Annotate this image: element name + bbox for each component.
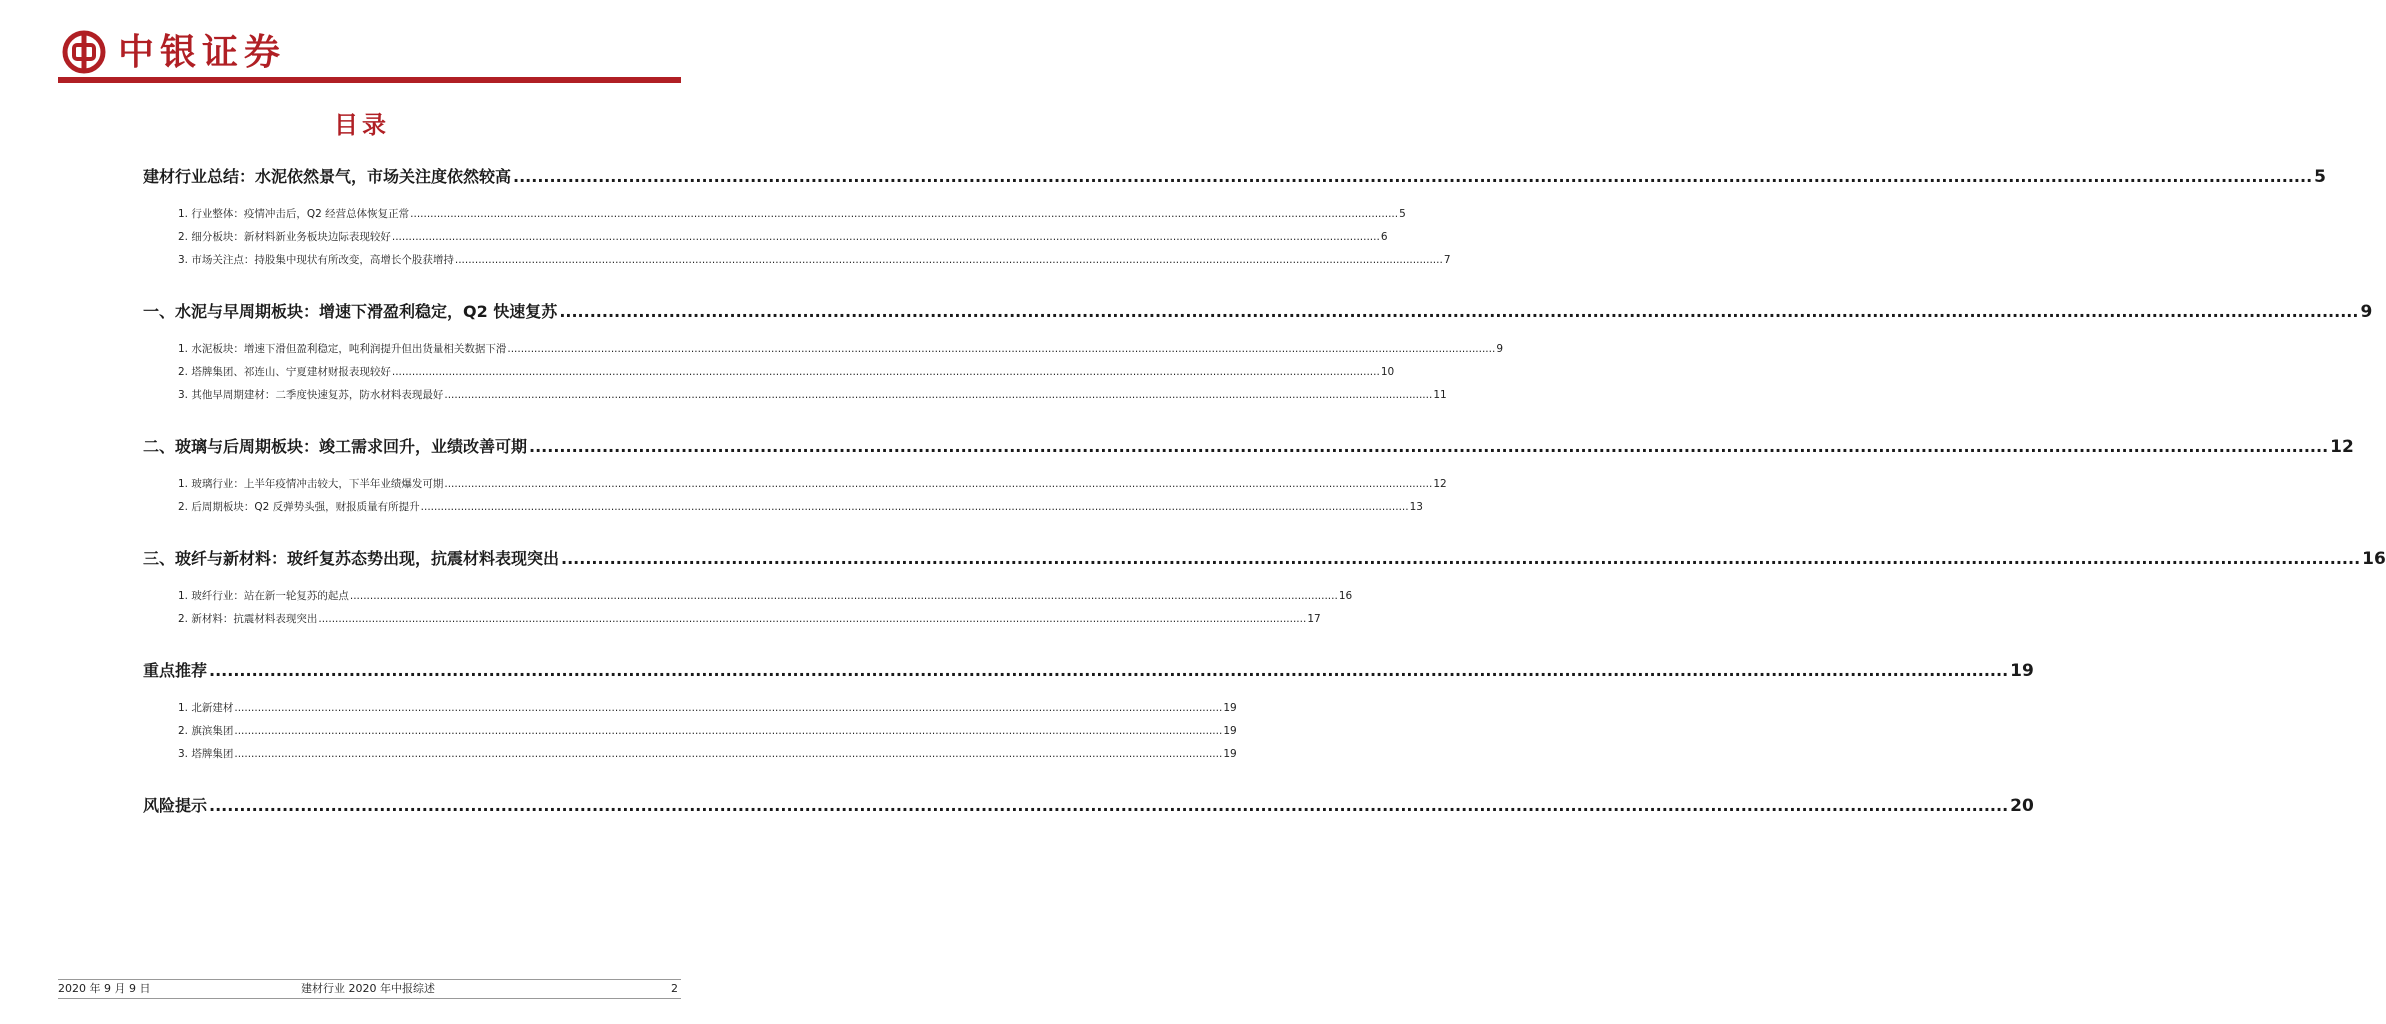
footer-divider-top	[58, 979, 681, 980]
toc-section[interactable]	[143, 659, 2034, 683]
dot-leader	[350, 585, 1338, 608]
toc-item[interactable]	[178, 720, 1237, 743]
table-of-contents	[143, 165, 2386, 818]
toc-section-title: 三、玻纤与新材料：玻纤复苏态势出现，抗震材料表现突出	[143, 549, 560, 568]
toc-item-label: 1. 玻璃行业：上半年疫情冲击较大，下半年业绩爆发可期	[178, 478, 444, 490]
toc-item-page: 19	[1223, 748, 1237, 760]
toc-item-label: 3. 其他早周期建材：二季度快速复苏，防水材料表现最好	[178, 389, 444, 401]
toc-item-page: 9	[1496, 343, 1503, 355]
dot-leader	[513, 165, 2312, 189]
dot-leader	[455, 249, 1443, 272]
toc-item-label: 1. 行业整体：疫情冲击后，Q2 经营总体恢复正常	[178, 208, 410, 220]
toc-title: 目录	[334, 110, 390, 139]
brand-name: 中银证券	[118, 31, 287, 73]
toc-item-label: 2. 旗滨集团	[178, 725, 234, 737]
toc-item[interactable]	[178, 697, 1237, 720]
toc-section-title: 风险提示	[143, 796, 208, 815]
report-date: 2020 年 9 月 9 日	[58, 982, 151, 995]
toc-section-title: 二、玻璃与后周期板块：竣工需求回升，业绩改善可期	[143, 437, 528, 456]
toc-item-page: 17	[1307, 613, 1321, 625]
dot-leader	[507, 338, 1495, 361]
dot-leader	[392, 226, 1380, 249]
toc-section-page: 20	[2010, 796, 2034, 816]
dot-leader	[444, 384, 1432, 407]
dot-leader	[421, 496, 1409, 519]
toc-section-page: 9	[2360, 302, 2373, 322]
toc-item-page: 12	[1433, 478, 1447, 490]
toc-item-label: 2. 后周期板块：Q2 反弹势头强，财报质量有所提升	[178, 501, 420, 513]
toc-section-page: 19	[2010, 661, 2034, 681]
toc-item-page: 10	[1380, 366, 1395, 378]
toc-item-label: 1. 北新建材	[178, 702, 234, 714]
toc-item[interactable]	[178, 226, 1388, 249]
toc-item[interactable]	[178, 608, 1321, 631]
toc-section-title: 建材行业总结：水泥依然景气，市场关注度依然较高	[143, 167, 512, 186]
footer-divider-bottom	[58, 998, 681, 999]
toc-item-label: 3. 市场关注点：持股集中现状有所改变，高增长个股获增持	[178, 254, 454, 266]
toc-section-title: 一、水泥与早周期板块：增速下滑盈利稳定，Q2 快速复苏	[143, 302, 558, 321]
toc-section-page: 5	[2314, 167, 2326, 187]
header-divider	[58, 77, 681, 83]
page-footer	[58, 981, 678, 997]
dot-leader	[559, 300, 2358, 324]
toc-item[interactable]	[178, 361, 1395, 384]
toc-item-label: 1. 水泥板块：增速下滑但盈利稳定，吨利润提升但出货量相关数据下滑	[178, 343, 507, 355]
report-name: 建材行业 2020 年中报综述	[301, 982, 435, 995]
toc-section-page: 16	[2362, 549, 2386, 569]
toc-item[interactable]	[178, 338, 1503, 361]
bank-of-china-logo-icon	[62, 30, 106, 74]
toc-item[interactable]	[178, 496, 1423, 519]
dot-leader	[410, 203, 1398, 226]
dot-leader	[392, 361, 1380, 384]
toc-item[interactable]	[178, 473, 1447, 496]
toc-item-page: 19	[1223, 702, 1237, 714]
dot-leader	[234, 743, 1222, 766]
toc-item-label: 2. 细分板块：新材料新业务板块边际表现较好	[178, 231, 391, 243]
toc-item-label: 2. 新材料：抗震材料表现突出	[178, 613, 318, 625]
toc-item-label: 2. 塔牌集团、祁连山、宁夏建材财报表现较好	[178, 366, 391, 378]
toc-item-label: 1. 玻纤行业：站在新一轮复苏的起点	[178, 590, 349, 602]
dot-leader	[234, 697, 1222, 720]
toc-section[interactable]	[143, 794, 2034, 818]
toc-section[interactable]	[143, 300, 2373, 324]
dot-leader	[561, 547, 2360, 571]
toc-section[interactable]	[143, 547, 2386, 571]
dot-leader	[209, 659, 2008, 683]
dot-leader	[529, 435, 2328, 459]
toc-section-title: 重点推荐	[143, 661, 208, 680]
toc-item-page: 19	[1223, 725, 1237, 737]
toc-section[interactable]	[143, 165, 2326, 189]
toc-item[interactable]	[178, 249, 1451, 272]
dot-leader	[318, 608, 1306, 631]
toc-item-page: 11	[1433, 389, 1447, 401]
toc-item[interactable]	[178, 585, 1353, 608]
toc-section[interactable]	[143, 435, 2354, 459]
toc-item-page: 13	[1409, 501, 1423, 513]
toc-item[interactable]	[178, 203, 1406, 226]
dot-leader	[234, 720, 1222, 743]
toc-item-page: 7	[1443, 254, 1451, 266]
dot-leader	[444, 473, 1432, 496]
toc-item-page: 5	[1399, 208, 1406, 220]
toc-item[interactable]	[178, 743, 1237, 766]
dot-leader	[209, 794, 2008, 818]
page-number: 2	[671, 982, 678, 995]
toc-item[interactable]	[178, 384, 1447, 407]
toc-item-page: 16	[1338, 590, 1353, 602]
toc-section-page: 12	[2330, 437, 2354, 457]
toc-item-label: 3. 塔牌集团	[178, 748, 234, 760]
toc-item-page: 6	[1380, 231, 1388, 243]
page-header	[58, 24, 678, 82]
